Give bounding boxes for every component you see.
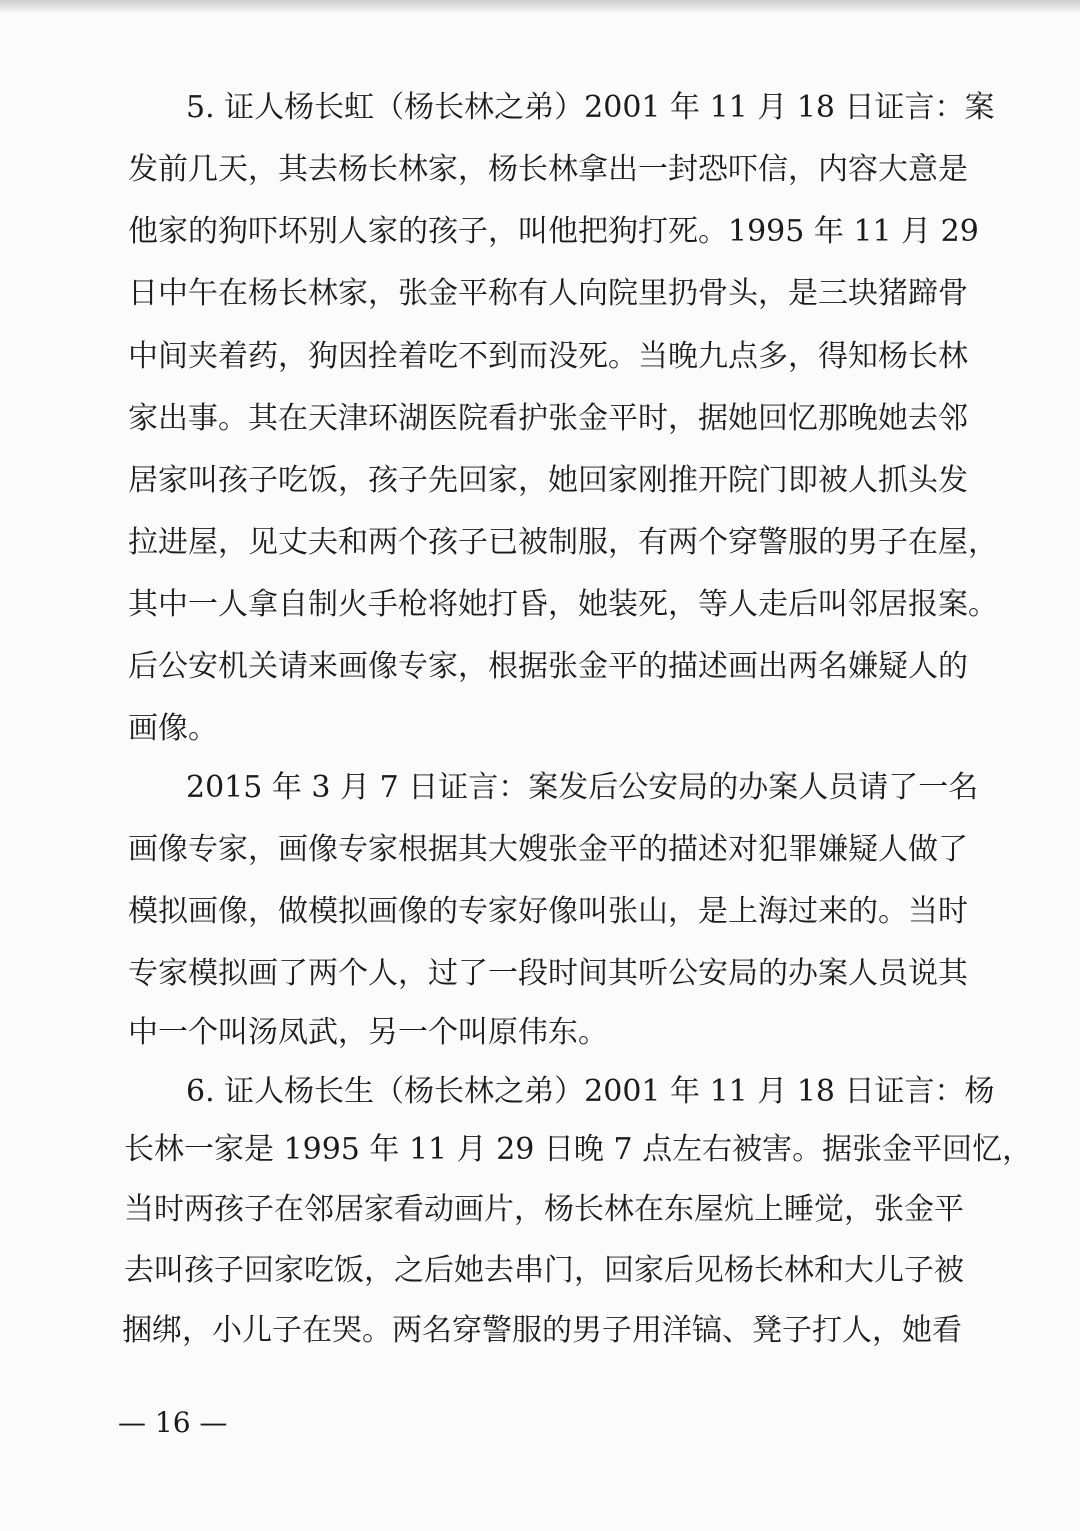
text-line: 画像。 [128,711,218,746]
text-line: 专家模拟画了两个人，过了一段时间其听公安局的办案人员说其 [128,956,968,991]
text-line: 5. 证人杨长虹（杨长林之弟）2001 年 11 月 18 日证言：案 [186,90,995,125]
text-line: 长林一家是 1995 年 11 月 29 日晚 7 点左右被害。据张金平回忆， [124,1132,1033,1167]
text-line: 拉进屋，见丈夫和两个孩子已被制服，有两个穿警服的男子在屋， [128,525,998,560]
text-line: 他家的狗吓坏别人家的孩子，叫他把狗打死。1995 年 11 月 29 [128,214,979,249]
page-number: — 16 — [118,1406,228,1439]
text-line: 中间夹着药，狗因拴着吃不到而没死。当晚九点多，得知杨长林 [128,339,968,374]
text-line: 发前几天，其去杨长林家，杨长林拿出一封恐吓信，内容大意是 [128,152,968,187]
text-line: 当时两孩子在邻居家看动画片，杨长林在东屋炕上睡觉，张金平 [124,1192,964,1227]
text-line: 2015 年 3 月 7 日证言：案发后公安局的办案人员请了一名 [186,770,979,805]
text-line: 后公安机关请来画像专家，根据张金平的描述画出两名嫌疑人的 [128,649,968,684]
text-line: 中一个叫汤凤武，另一个叫原伟东。 [128,1015,608,1050]
text-line: 日中午在杨长林家，张金平称有人向院里扔骨头，是三块猪蹄骨 [128,276,968,311]
scan-top-edge [0,0,1080,12]
text-line: 居家叫孩子吃饭，孩子先回家，她回家刚推开院门即被人抓头发 [128,463,968,498]
text-line: 捆绑，小儿子在哭。两名穿警服的男子用洋镐、凳子打人，她看 [122,1313,962,1348]
text-line: 模拟画像，做模拟画像的专家好像叫张山，是上海过来的。当时 [128,894,968,929]
text-line: 去叫孩子回家吃饭，之后她去串门，回家后见杨长林和大儿子被 [124,1253,964,1288]
text-line: 家出事。其在天津环湖医院看护张金平时，据她回忆那晚她去邻 [128,401,968,436]
text-line: 画像专家，画像专家根据其大嫂张金平的描述对犯罪嫌疑人做了 [128,832,968,867]
text-line: 其中一人拿自制火手枪将她打昏，她装死，等人走后叫邻居报案。 [128,587,998,622]
text-line: 6. 证人杨长生（杨长林之弟）2001 年 11 月 18 日证言：杨 [186,1074,995,1109]
